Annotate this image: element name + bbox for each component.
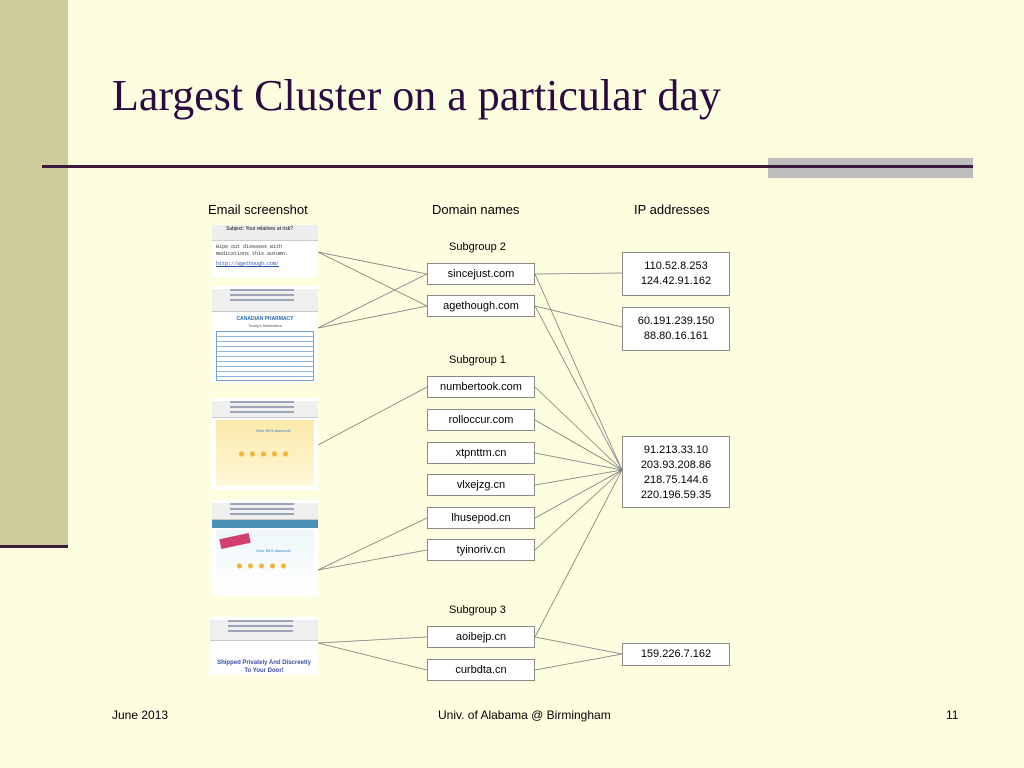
link-curbdta-ip4	[535, 654, 622, 670]
domain-sincejust: sincejust.com	[427, 263, 535, 285]
domain-curbdta: curbdta.cn	[427, 659, 535, 681]
ip-address: 88.80.16.161	[643, 330, 709, 342]
email-3-banner: Over 60% discount!	[256, 428, 291, 433]
ip-address: 60.191.239.150	[637, 315, 715, 327]
sidebar-band	[0, 0, 68, 548]
ip-address: 203.93.208.86	[640, 459, 712, 471]
link-agethough-ip3	[535, 306, 622, 470]
link-sincejust-ip1	[535, 273, 622, 274]
title-rule-accent	[768, 158, 973, 178]
ip-address: 110.52.8.253	[644, 260, 708, 272]
email-2-subheading: Today's bestsellers	[248, 323, 282, 328]
domain-numbertook: numbertook.com	[427, 376, 535, 398]
link-email1-sincejust	[318, 252, 427, 274]
subgroup-label-3: Subgroup 3	[449, 604, 506, 616]
link-sincejust-ip3	[535, 274, 622, 470]
link-email4-lhusepod	[318, 518, 427, 570]
column-header-email: Email screenshot	[208, 202, 308, 217]
subgroup-label-2: Subgroup 2	[449, 241, 506, 253]
email-screenshot-3	[212, 398, 318, 490]
ip-group-3	[622, 436, 730, 508]
link-lhusepod-ip3	[535, 470, 622, 518]
domain-rolloccur: rolloccur.com	[427, 409, 535, 431]
domain-agethough: agethough.com	[427, 295, 535, 317]
ip-group-1	[622, 252, 730, 296]
footer-date: June 2013	[112, 708, 169, 722]
domain-aoibejp: aoibejp.cn	[427, 626, 535, 648]
domain-lhusepod: lhusepod.cn	[427, 507, 535, 529]
ip-group-2	[622, 307, 730, 351]
email-1-body: Wipe out diseases with medications this autumn.	[216, 244, 289, 257]
email-5-tagline: Shipped Privately And Discreetly To Your Door!	[217, 660, 311, 674]
domain-xtpnttm: xtpnttm.cn	[427, 442, 535, 464]
sidebar-rule	[0, 545, 68, 548]
email-screenshot-4	[212, 500, 318, 596]
link-vlxejzg-ip3	[535, 470, 622, 485]
column-header-domain: Domain names	[432, 202, 520, 217]
link-aoibejp-ip3	[535, 470, 622, 637]
link-xtpnttm-ip3	[535, 453, 622, 470]
ip-address: 91.213.33.10	[643, 444, 709, 456]
ip-group-4	[622, 643, 730, 666]
link-email1-agethough	[318, 252, 427, 306]
email-screenshot-2	[212, 286, 318, 382]
link-email5-curbdta	[318, 643, 427, 670]
ip-address: 218.75.144.6	[643, 474, 709, 486]
email-screenshot-5	[210, 617, 318, 675]
domain-tyinoriv: tyinoriv.cn	[427, 539, 535, 561]
link-agethough-ip2	[535, 306, 622, 327]
link-numbertook-ip3	[535, 387, 622, 470]
link-aoibejp-ip4	[535, 637, 622, 654]
email-1-subject: Subject: Your relatives at risk?	[212, 225, 318, 241]
email-1-link: http://agethough.com/	[216, 261, 280, 267]
column-header-ip: IP addresses	[634, 202, 710, 217]
link-tyinoriv-ip3	[535, 470, 622, 550]
subgroup-label-1: Subgroup 1	[449, 354, 506, 366]
email-screenshot-1	[212, 225, 318, 277]
email-4-banner: Over 60% discount!	[256, 548, 291, 553]
link-email2-sincejust	[318, 274, 427, 328]
email-2-heading: CANADIAN PHARMACY	[236, 316, 294, 322]
ip-address: 159.226.7.162	[640, 648, 712, 660]
link-email3-numbertook	[318, 387, 427, 445]
title-rule	[42, 165, 768, 168]
footer-page-number: 11	[946, 708, 959, 722]
slide-title: Largest Cluster on a particular day	[112, 71, 721, 120]
link-email4-tyinoriv	[318, 550, 427, 570]
ip-address: 124.42.91.162	[640, 275, 712, 287]
domain-vlxejzg: vlxejzg.cn	[427, 474, 535, 496]
ip-address: 220.196.59.35	[640, 489, 712, 501]
link-email2-agethough	[318, 306, 427, 328]
footer-institution: Univ. of Alabama @ Birmingham	[438, 708, 611, 722]
link-rolloccur-ip3	[535, 420, 622, 470]
link-email5-aoibejp	[318, 637, 427, 643]
